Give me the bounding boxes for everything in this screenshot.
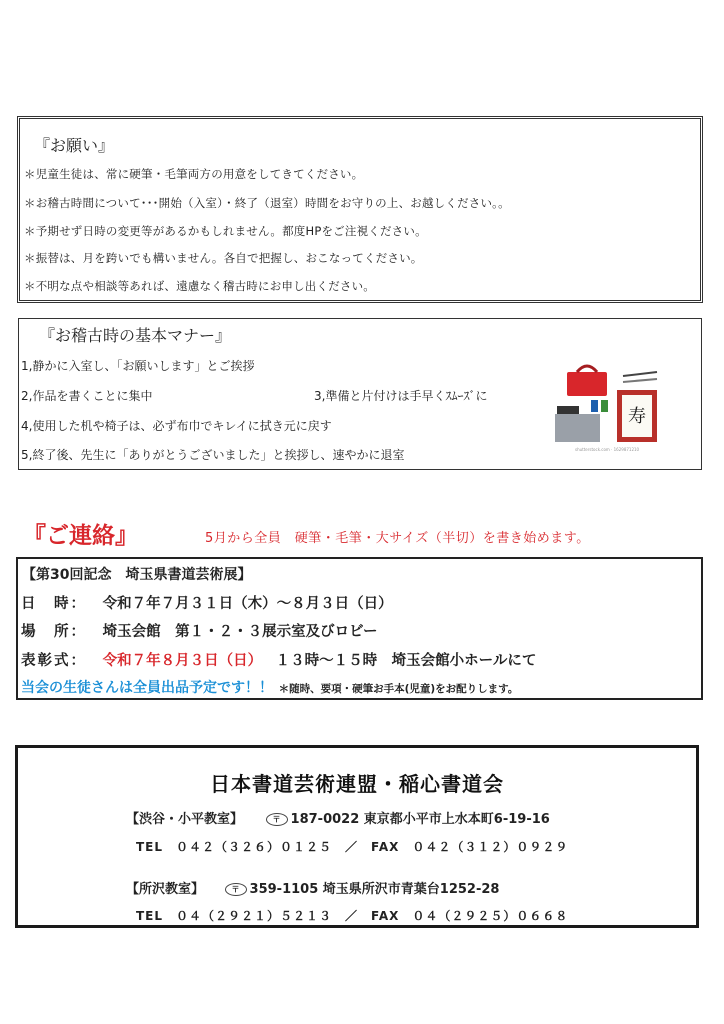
event-place-row [21,620,378,641]
footer-box [15,745,699,928]
event-place-label: 場 所： [21,624,87,640]
manner-item-4: 4,使用した机や椅子は、必ず布巾でキレイに拭き元に戻す [21,419,332,433]
notice-heading: 『ご連絡』 [23,523,138,549]
manner-item-5: 5,終了後、先生に「ありがとうございました」と挨拶し、速やかに退室 [21,448,405,462]
class2-address-wrap [225,882,500,897]
event-title: 【第30回記念 埼玉県書道芸術展】 [22,567,252,583]
event-award-label: 表彰式： [21,653,87,669]
event-award-row [21,649,536,670]
event-date-label: 日 時： [21,596,87,612]
event-notice-small: ＊随時、要項・硬筆お手本(児童)をお配りします。 [278,683,519,695]
notice-text: 5月から全員 硬筆・毛筆・大サイズ（半切）を書き始めます。 [205,531,590,546]
requests-title: 『お願い』 [34,136,115,155]
request-item: ＊予期せず日時の変更等があるかもしれません。都度HPをご注視ください。 [24,224,427,238]
class2-phone: TEL ０４（２９２１）５２１３ ／ FAX ０４（２９２５）０６６８ [136,909,569,923]
request-item: ＊お稽古時間について･･･開始（入室）・終了（退室）時間をお守りの上、お越しください。。 [24,196,510,210]
manner-item-2: 2,作品を書くことに集中 [21,389,153,403]
calligraphy-tools-illustration [555,362,660,460]
class2-row [126,878,499,897]
class2-name: 【所沢教室】 [126,882,205,897]
event-date-value: 令和７年７月３１日（木）～８月３日（日） [102,596,393,612]
manner-item-1: 1,静かに入室し、「お願いします」とご挨拶 [21,359,255,373]
organization-name: 日本書道芸術連盟・稲心書道会 [210,772,504,796]
class1-address-wrap [266,812,550,827]
class2-address: 359-1105 埼玉県所沢市青葉台1252-28 [249,882,500,897]
class1-row [126,808,550,827]
event-award-date: 令和７年８月３日（日） [102,653,263,669]
svg-text:寿: 寿 [628,406,646,427]
event-award-time: １３時～１５時 埼玉会館小ホールにて [275,653,537,669]
event-box [16,557,703,700]
event-date-row [21,592,393,613]
postal-mark-icon: 〒 [266,813,288,826]
illustration-caption: shutterstock.com · 1629871210 [575,447,640,452]
desk-box-icon [555,414,600,442]
event-notice-blue: 当会の生徒さんは全員出品予定です！！ [21,680,273,696]
class1-phone: TEL ０４２（３２６）０１２５ ／ FAX ０４２（３１２）０９２９ [136,840,569,854]
event-place-value: 埼玉会館 第１・２・３展示室及びロビー [102,624,378,640]
manner-item-3: 3,準備と片付けは手早くｽﾑｰｽﾞに [314,389,488,403]
manners-title: 『お稽古時の基本マナー』 [39,326,232,345]
inkstone-icon [557,406,579,414]
request-item: ＊振替は、月を跨いでも構いません。各自で把握し、おこなってください。 [24,251,423,265]
request-item: ＊児童生徒は、常に硬筆・毛筆両方の用意をしてきてください。 [24,167,364,181]
red-bag-icon [567,372,607,396]
request-item: ＊不明な点や相談等あれば、遠慮なく稽古時にお申し出ください。 [24,279,375,293]
class1-name: 【渋谷・小平教室】 [126,812,244,827]
event-notice-row [21,677,518,697]
requests-box [17,116,703,303]
class1-address: 187-0022 東京都小平市上水本町6-19-16 [290,812,550,827]
postal-mark-icon: 〒 [225,883,247,896]
brush-icon [623,372,657,376]
